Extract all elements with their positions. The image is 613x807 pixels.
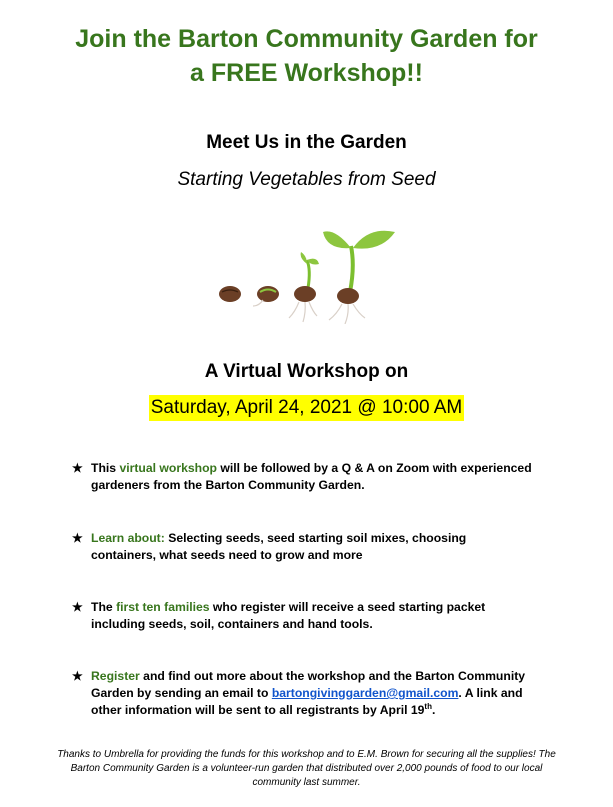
- title-line-1: Join the Barton Community Garden for: [75, 25, 538, 53]
- seedling-icon: [323, 231, 395, 324]
- event-date: Saturday, April 24, 2021 @ 10:00 AM: [149, 395, 465, 421]
- list-item: ★ The first ten families who register will receive a seed starting packet including seeds, soil, containers and hand tools.: [72, 600, 486, 631]
- seed-icon: [253, 286, 279, 306]
- list-item: ★ Register and find out more about the workshop and the Barton Community Garden by sending an email to bartongivinggarden@gmail.com. A link and other information will be sent to all registrants by April 19th.: [72, 669, 526, 717]
- star-icon: ★: [72, 600, 83, 614]
- star-icon: ★: [72, 669, 83, 683]
- star-icon: ★: [72, 461, 83, 475]
- seed-icon: [219, 286, 241, 302]
- sprout-icon: [289, 252, 319, 322]
- seed-sprouting-illustration: [205, 226, 405, 324]
- title-line-2: a FREE Workshop!!: [190, 59, 423, 87]
- workshop-topic: Starting Vegetables from Seed: [177, 169, 436, 190]
- subtitle: Meet Us in the Garden: [206, 132, 407, 153]
- list-item: ★ This virtual workshop will be followed by a Q & A on Zoom with experienced gardeners from the Barton Community Garden.: [72, 461, 532, 492]
- star-icon: ★: [72, 531, 83, 545]
- page-title: [0, 22, 613, 90]
- event-heading: A Virtual Workshop on: [204, 361, 409, 382]
- footer-note: Thanks to Umbrella for providing the funds for this workshop and to E.M. Brown for securing all the supplies! The Barton Community Garden is a volunteer-run garden that distributed over 2,000 pounds of food to our local community last summer.: [57, 749, 556, 788]
- list-item: ★ Learn about: Selecting seeds, seed starting soil mixes, choosing containers, what seeds need to grow and more: [72, 531, 467, 562]
- email-link[interactable]: bartongivinggarden@gmail.com: [271, 686, 459, 700]
